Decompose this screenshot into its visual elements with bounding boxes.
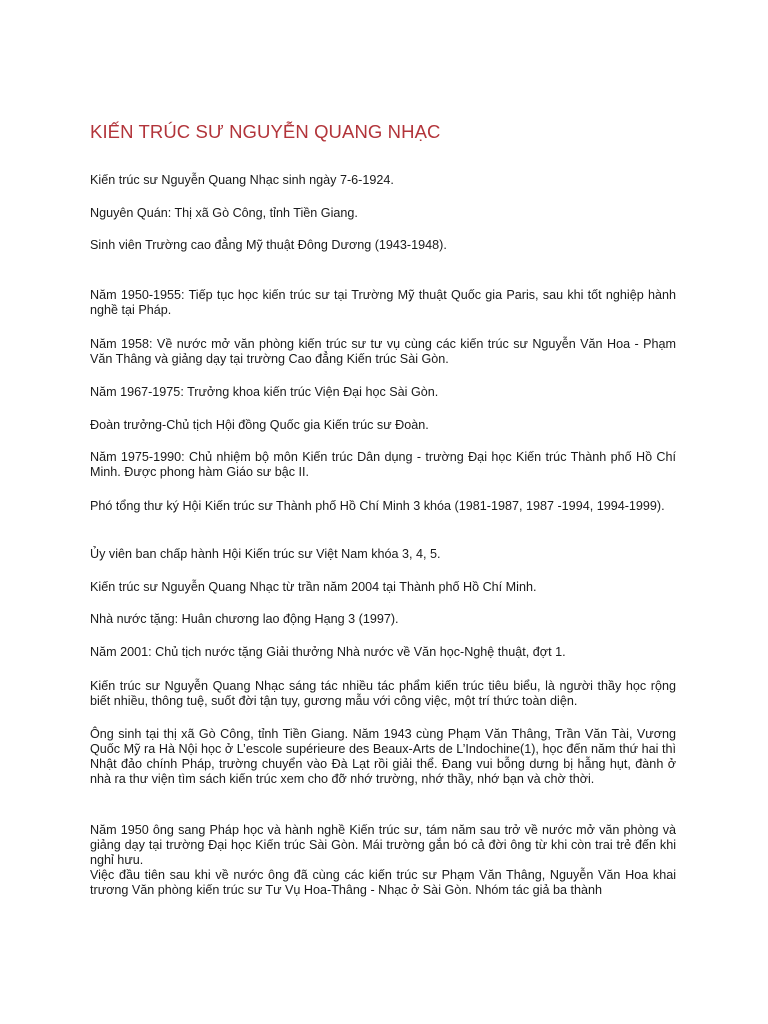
paragraph-vice-secretary: Phó tổng thư ký Hội Kiến trúc sư Thành phố Hồ Chí Minh 3 khóa (1981-1987, 1987 -1994, 1994-1999). [90, 499, 665, 513]
paragraph-1975-1990: Năm 1975-1990: Chủ nhiệm bộ môn Kiến trúc Dân dụng - trường Đại học Kiến trúc Thành phố Hồ Chí Minh. Được phong hàm Giáo sư bậc II. [90, 450, 676, 479]
paragraph-student: Sinh viên Trường cao đẳng Mỹ thuật Đông Dương (1943-1948). [90, 238, 447, 252]
paragraph-origin: Nguyên Quán: Thị xã Gò Công, tỉnh Tiền Giang. [90, 206, 358, 220]
paragraph-1950-france: Năm 1950 ông sang Pháp học và hành nghề Kiến trúc sư, tám năm sau trở về nước mở văn phòng và giảng dạy tại trường Đại học Kiến trúc Sài Gòn. Mái trường gắn bó cả đời ông từ khi còn trai trẻ đến khi nghỉ hưu. [90, 823, 676, 867]
paragraph-committee: Ủy viên ban chấp hành Hội Kiến trúc sư Việt Nam khóa 3, 4, 5. [90, 547, 441, 561]
document-title: KIẾN TRÚC SƯ NGUYỄN QUANG NHẠC [90, 121, 441, 142]
paragraph-death: Kiến trúc sư Nguyễn Quang Nhạc từ trần năm 2004 tại Thành phố Hồ Chí Minh. [90, 580, 537, 594]
paragraph-works: Kiến trúc sư Nguyễn Quang Nhạc sáng tác nhiều tác phẩm kiến trúc tiêu biểu, là người thầy học rộng biết nhiều, thông tuệ, suốt đời tận tụy, gương mẫu với công việc, một trí thức toàn diện. [90, 679, 676, 708]
paragraph-first-work: Việc đầu tiên sau khi về nước ông đã cùng các kiến trúc sư Phạm Văn Thâng, Nguyễn Văn Hoa khai trương Văn phòng kiến trúc sư Tư Vụ Hoa-Thâng - Nhạc ở Sài Gòn. Nhóm tác giả ba thành [90, 868, 676, 897]
paragraph-birth: Kiến trúc sư Nguyễn Quang Nhạc sinh ngày 7-6-1924. [90, 173, 394, 187]
paragraph-biography: Ông sinh tại thị xã Gò Công, tỉnh Tiền Giang. Năm 1943 cùng Phạm Văn Thâng, Trần Văn Tài, Vương Quốc Mỹ ra Hà Nội học ở L’escole supérieure des Beaux-Arts de L’Indochine(1), học đến năm thứ hai thì Nhật đảo chính Pháp, trường chuyển vào Đà Lạt rồi giải thể. Đang vui bỗng dưng bị hẫng hụt, đành ở nhà ra thư viện tìm sách kiến trúc xem cho đỡ nhớ trường, nhớ thầy, nhớ bạn và chờ thời. [90, 727, 676, 786]
paragraph-chairman: Đoàn trưởng-Chủ tịch Hội đồng Quốc gia Kiến trúc sư Đoàn. [90, 418, 429, 432]
paragraph-award-2001: Năm 2001: Chủ tịch nước tặng Giải thưởng Nhà nước về Văn học-Nghệ thuật, đợt 1. [90, 645, 566, 659]
paragraph-1950-1955: Năm 1950-1955: Tiếp tục học kiến trúc sư tại Trường Mỹ thuật Quốc gia Paris, sau khi tốt nghiệp hành nghề tại Pháp. [90, 288, 676, 317]
paragraph-1958: Năm 1958: Về nước mở văn phòng kiến trúc sư tư vụ cùng các kiến trúc sư Nguyễn Văn Hoa - Phạm Văn Thâng và giảng dạy tại trường Cao đẳng Kiến trúc Sài Gòn. [90, 337, 676, 366]
paragraph-1967-1975: Năm 1967-1975: Trưởng khoa kiến trúc Viện Đại học Sài Gòn. [90, 385, 439, 399]
paragraph-medal: Nhà nước tặng: Huân chương lao động Hạng 3 (1997). [90, 612, 399, 626]
